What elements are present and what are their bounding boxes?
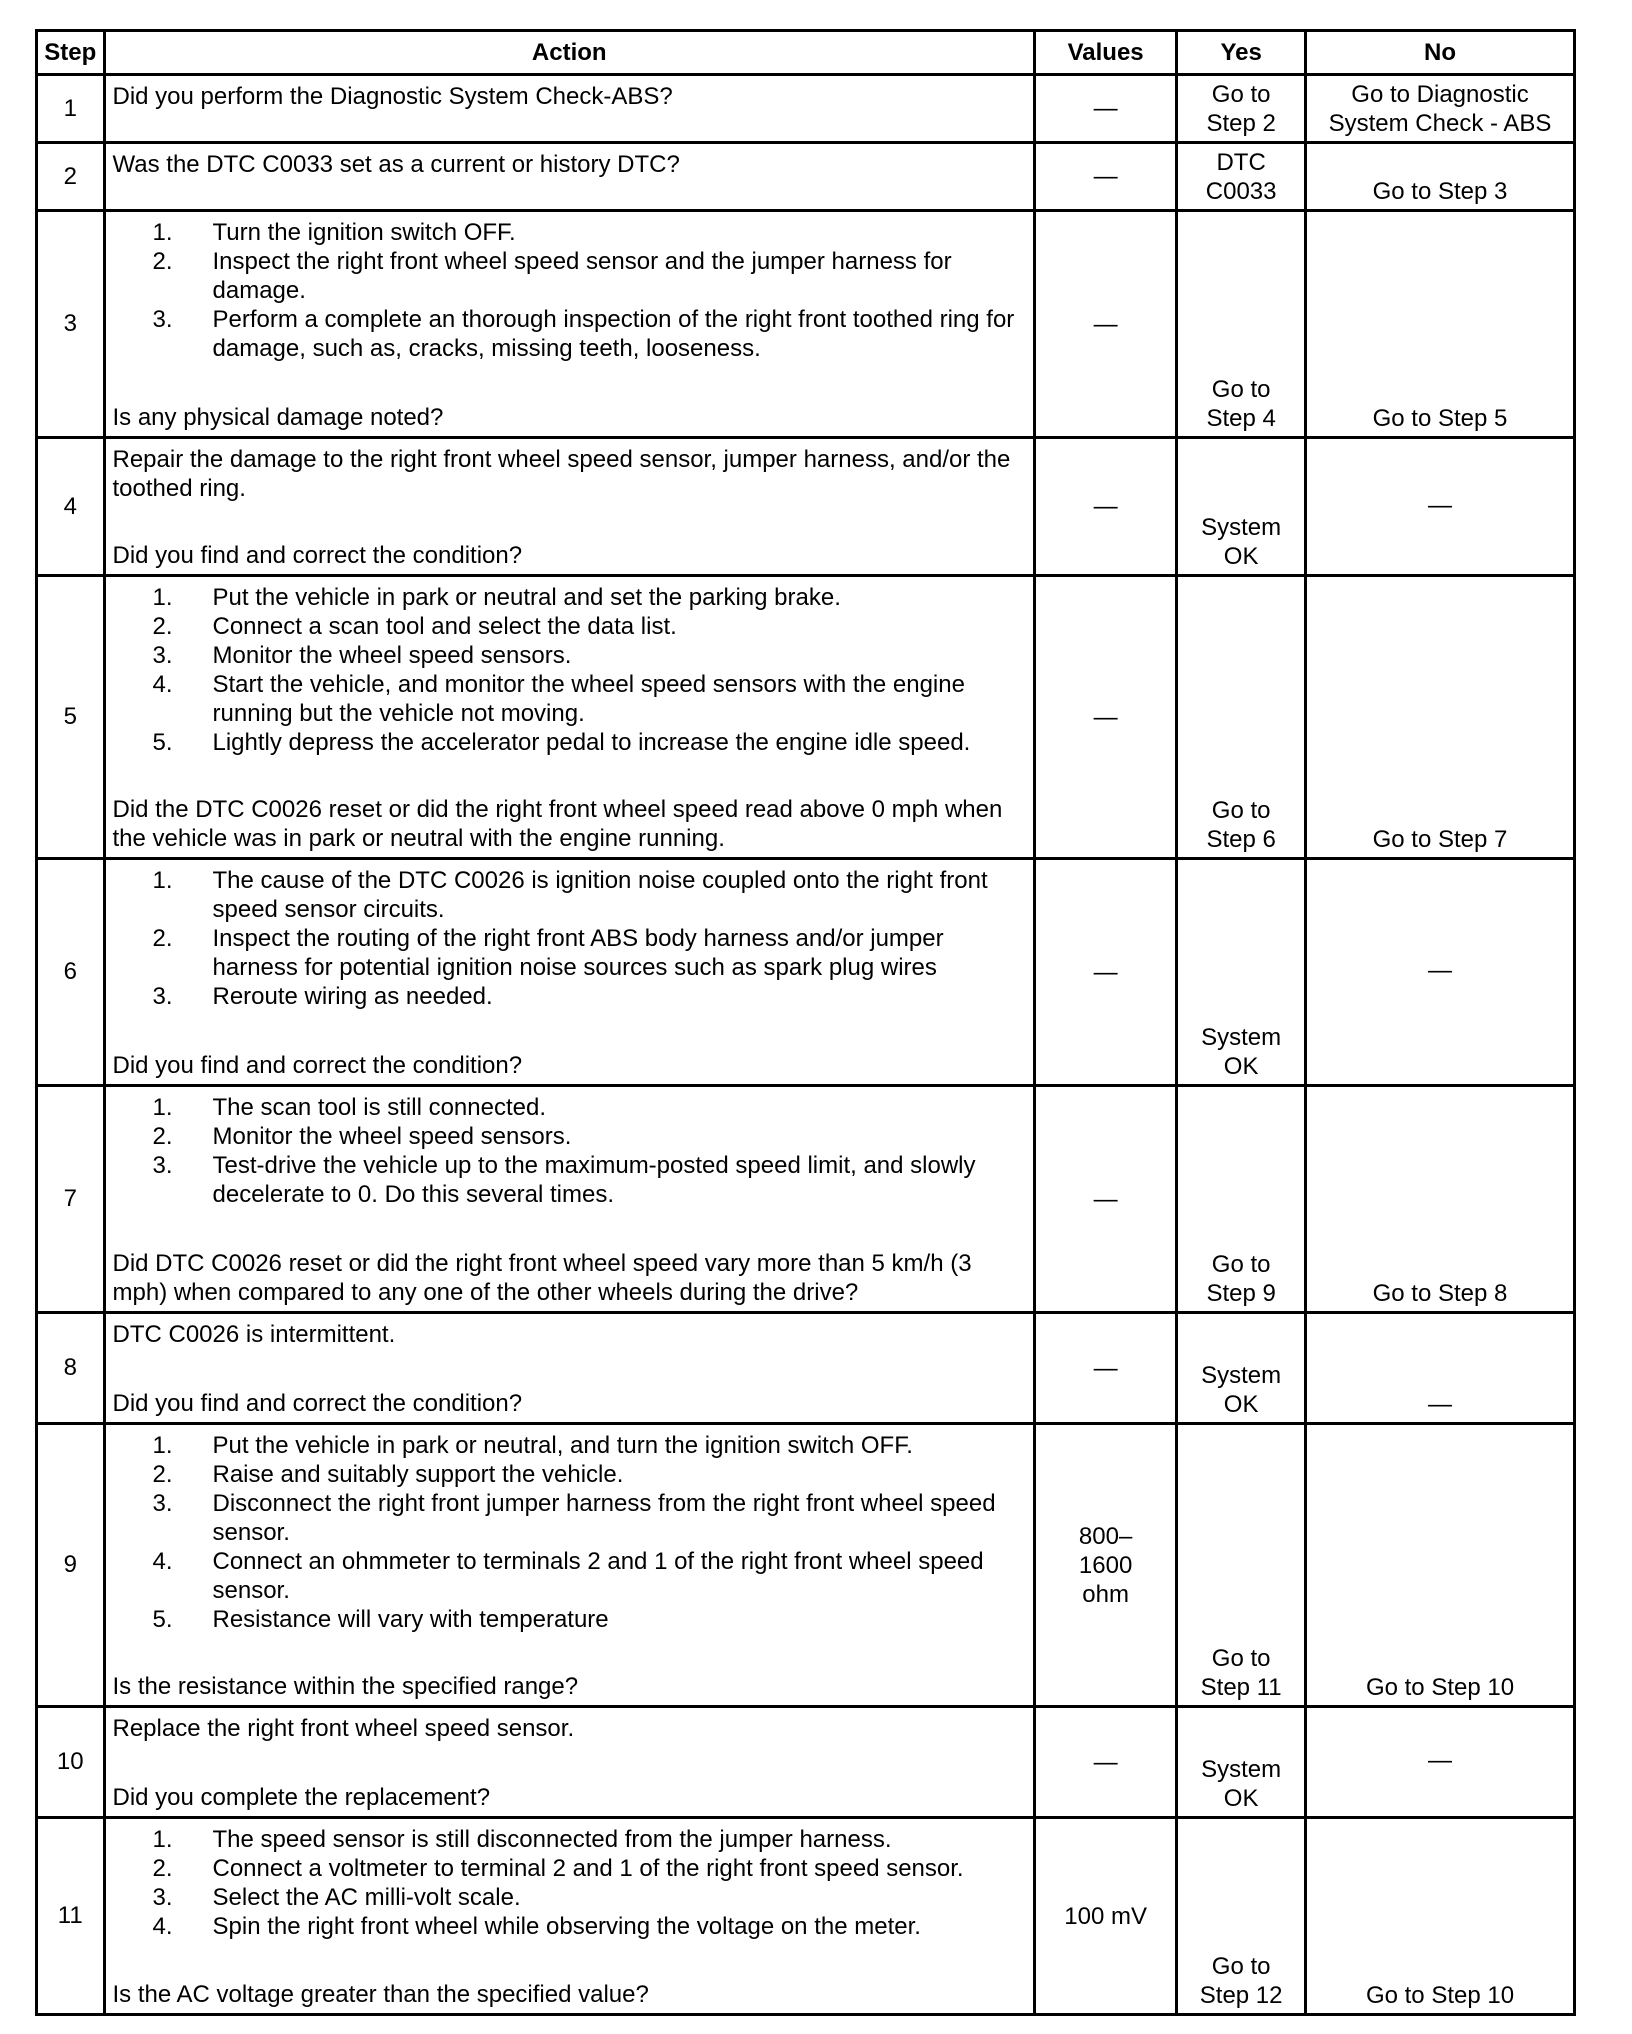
action-cell (104, 576, 1034, 859)
action-list (113, 583, 1027, 757)
no-cell: — (1306, 1707, 1575, 1818)
no-cell: Go to Step 3 (1306, 143, 1575, 211)
action-list-item: 4. Spin the right front wheel while observing the voltage on the meter. (152, 1913, 921, 1940)
no-cell: — (1306, 859, 1575, 1086)
table-row (37, 211, 1575, 438)
action-list-item: 4. Connect an ohmmeter to terminals 2 and 1 of the right front wheel speed sensor. (152, 1548, 984, 1604)
yes-cell: System OK (1177, 859, 1306, 1086)
action-list-item: 1. Turn the ignition switch OFF. (152, 219, 516, 246)
step-number: 9 (37, 1424, 105, 1707)
action-cell (104, 1818, 1034, 2015)
header-yes: Yes (1177, 31, 1306, 75)
action-list-item: 1. The scan tool is still connected. (152, 1094, 547, 1121)
action-list-item: 3. Reroute wiring as needed. (152, 983, 493, 1010)
action-cell (104, 211, 1034, 438)
header-step: Step (37, 31, 105, 75)
action-list-item: 2. Connect a scan tool and select the data list. (152, 613, 677, 640)
no-cell: — (1306, 1313, 1575, 1424)
action-list-item: 3. Perform a complete an thorough inspection of the right front toothed ring for damage, such as, cracks, missing teeth, looseness. (152, 306, 1015, 362)
table-row (37, 1424, 1575, 1707)
yes-cell: Go to Step 2 (1177, 75, 1306, 143)
header-action: Action (104, 31, 1034, 75)
action-list-item: 1. Put the vehicle in park or neutral and set the parking brake. (152, 584, 841, 611)
table-row (37, 75, 1575, 143)
action-list-item: 2. Raise and suitably support the vehicle. (152, 1461, 624, 1488)
action-list (113, 1431, 1027, 1634)
yes-cell: System OK (1177, 438, 1306, 576)
values-cell: — (1034, 438, 1176, 576)
step-number: 8 (37, 1313, 105, 1424)
action-list-item: 4. Start the vehicle, and monitor the wheel speed sensors with the engine running but the vehicle not moving. (152, 671, 965, 727)
table-row (37, 143, 1575, 211)
action-question: Is the AC voltage greater than the specified value? (112, 1981, 649, 2008)
no-cell: Go to Step 7 (1306, 576, 1575, 859)
action-list-item: 2. Inspect the right front wheel speed sensor and the jumper harness for damage. (152, 248, 952, 304)
action-list-item: 1. Put the vehicle in park or neutral, and turn the ignition switch OFF. (152, 1432, 913, 1459)
values-cell: — (1034, 75, 1176, 143)
step-number: 3 (37, 211, 105, 438)
values-cell: — (1034, 576, 1176, 859)
action-list-item: 1. The speed sensor is still disconnected from the jumper harness. (152, 1826, 892, 1853)
action-list-item: 5. Resistance will vary with temperature (152, 1606, 609, 1633)
action-list-item: 2. Monitor the wheel speed sensors. (152, 1123, 572, 1150)
no-cell: — (1306, 438, 1575, 576)
action-list (113, 1093, 1027, 1209)
table-row (37, 438, 1575, 576)
table-body (37, 75, 1575, 2015)
action-text: Did you perform the Diagnostic System Check-ABS? (112, 83, 673, 110)
no-cell: Go to Step 10 (1306, 1424, 1575, 1707)
action-question: Did DTC C0026 reset or did the right front wheel speed vary more than 5 km/h (3 mph) when compared to any one of the other wheels during the drive? (112, 1250, 972, 1306)
values-cell: 800–1600 ohm (1034, 1424, 1176, 1707)
no-cell: Go to Step 10 (1306, 1818, 1575, 2015)
table-row (37, 576, 1575, 859)
action-cell (104, 1313, 1034, 1424)
yes-cell: DTC C0033 (1177, 143, 1306, 211)
values-cell: 100 mV (1034, 1818, 1176, 2015)
step-number: 4 (37, 438, 105, 576)
step-number: 5 (37, 576, 105, 859)
table-row (37, 1818, 1575, 2015)
diagnostic-table (35, 29, 1576, 2016)
step-number: 10 (37, 1707, 105, 1818)
step-number: 7 (37, 1086, 105, 1313)
action-cell (104, 143, 1034, 211)
action-cell (104, 859, 1034, 1086)
action-cell (104, 75, 1034, 143)
action-question: Is any physical damage noted? (112, 404, 444, 431)
action-question: Did the DTC C0026 reset or did the right front wheel speed read above 0 mph when the vehicle was in park or neutral with the engine running. (112, 796, 1003, 852)
action-list-item: 3. Monitor the wheel speed sensors. (152, 642, 572, 669)
action-text: Replace the right front wheel speed sensor. (112, 1715, 575, 1742)
step-number: 2 (37, 143, 105, 211)
values-cell: — (1034, 1086, 1176, 1313)
step-number: 1 (37, 75, 105, 143)
step-number: 11 (37, 1818, 105, 2015)
values-cell: — (1034, 211, 1176, 438)
action-text: Was the DTC C0033 set as a current or history DTC? (112, 151, 680, 178)
action-cell (104, 438, 1034, 576)
action-cell (104, 1424, 1034, 1707)
header-no: No (1306, 31, 1575, 75)
table-row (37, 1086, 1575, 1313)
table-row (37, 1313, 1575, 1424)
action-question: Did you find and correct the condition? (112, 542, 523, 569)
action-text: Repair the damage to the right front wheel speed sensor, jumper harness, and/or the toothed ring. (112, 446, 1011, 502)
values-cell: — (1034, 1313, 1176, 1424)
action-list-item: 3. Select the AC milli-volt scale. (152, 1884, 521, 1911)
yes-cell: System OK (1177, 1313, 1306, 1424)
action-text: DTC C0026 is intermittent. (112, 1321, 396, 1348)
action-list-item: 3. Disconnect the right front jumper harness from the right front wheel speed sensor. (152, 1490, 996, 1546)
action-list-item: 3. Test-drive the vehicle up to the maximum-posted speed limit, and slowly decelerate to 0. Do this several times. (152, 1152, 976, 1208)
action-cell (104, 1086, 1034, 1313)
values-cell: — (1034, 859, 1176, 1086)
action-question: Did you find and correct the condition? (112, 1052, 523, 1079)
action-list (113, 1825, 1027, 1941)
yes-cell: Go to Step 9 (1177, 1086, 1306, 1313)
yes-cell: Go to Step 4 (1177, 211, 1306, 438)
yes-cell: Go to Step 11 (1177, 1424, 1306, 1707)
action-question: Did you find and correct the condition? (112, 1390, 523, 1417)
action-question: Is the resistance within the specified range? (112, 1673, 579, 1700)
action-list-item: 2. Inspect the routing of the right front ABS body harness and/or jumper harness for potential ignition noise sources such as spark plug wires (152, 925, 944, 981)
action-list-item: 5. Lightly depress the accelerator pedal to increase the engine idle speed. (152, 729, 971, 756)
yes-cell: Go to Step 12 (1177, 1818, 1306, 2015)
action-list-item: 1. The cause of the DTC C0026 is ignition noise coupled onto the right front speed sensor circuits. (152, 867, 988, 923)
values-cell: — (1034, 143, 1176, 211)
no-cell: Go to Step 5 (1306, 211, 1575, 438)
action-list-item: 2. Connect a voltmeter to terminal 2 and 1 of the right front speed sensor. (152, 1855, 964, 1882)
table-row (37, 1707, 1575, 1818)
table-row (37, 859, 1575, 1086)
action-question: Did you complete the replacement? (112, 1784, 491, 1811)
no-cell: Go to Step 8 (1306, 1086, 1575, 1313)
header-row (37, 31, 1575, 75)
step-number: 6 (37, 859, 105, 1086)
no-cell: Go to Diagnostic System Check - ABS (1306, 75, 1575, 143)
yes-cell: Go to Step 6 (1177, 576, 1306, 859)
action-list (113, 218, 1027, 363)
action-cell (104, 1707, 1034, 1818)
action-list (113, 866, 1027, 1011)
header-values: Values (1034, 31, 1176, 75)
values-cell: — (1034, 1707, 1176, 1818)
yes-cell: System OK (1177, 1707, 1306, 1818)
